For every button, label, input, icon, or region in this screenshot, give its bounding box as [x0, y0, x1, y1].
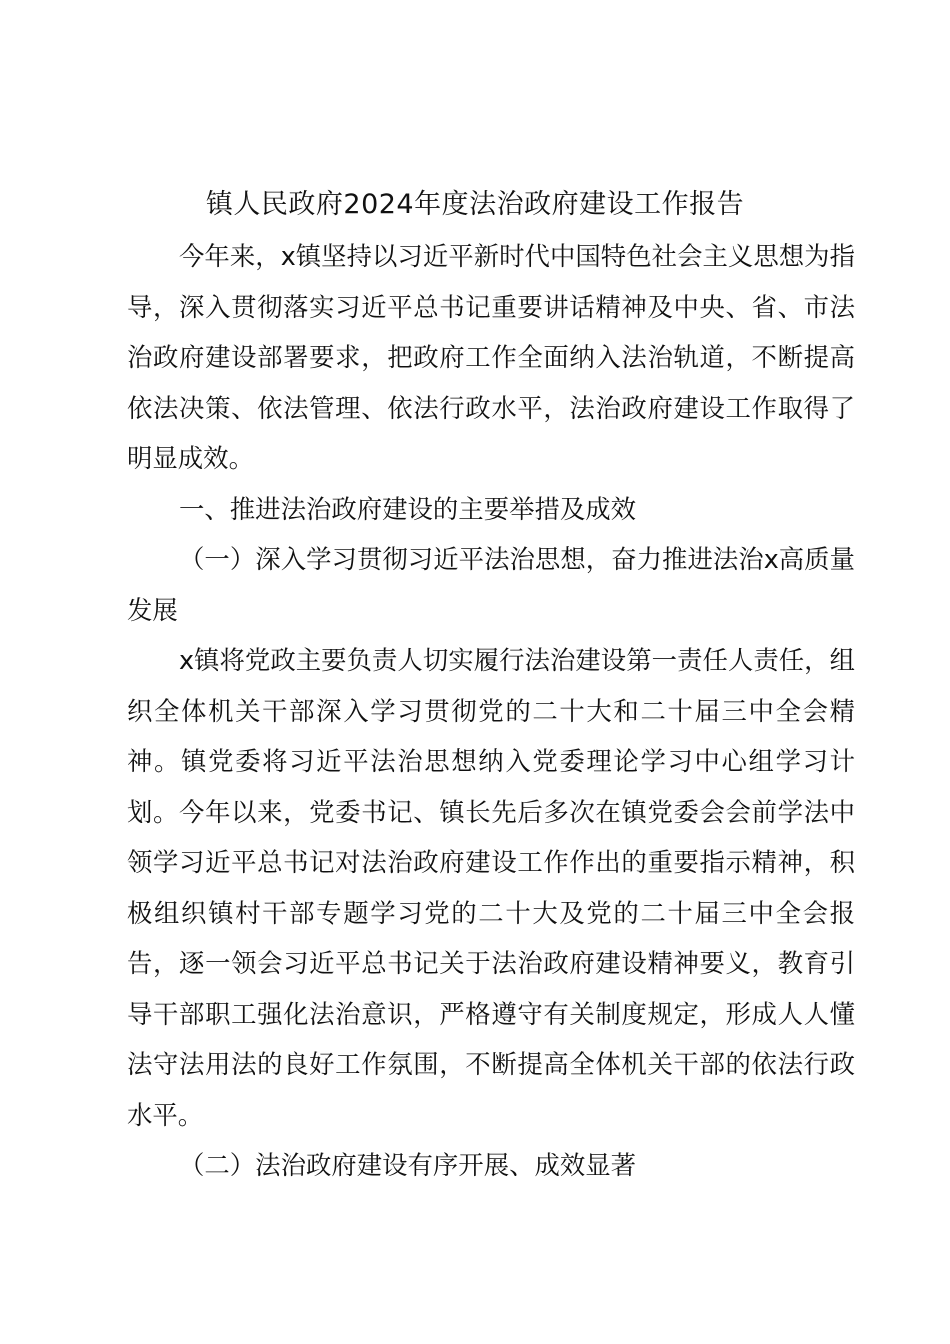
intro-paragraph: 今年来，x镇坚持以习近平新时代中国特色社会主义思想为指导，深入贯彻落实习近平总书记重要讲话精神及中央、省、市法治政府建设部署要求，把政府工作全面纳入法治轨道，不断提高依法决策、依法管理、依法行政水平，法治政府建设工作取得了明显成效。: [127, 241, 855, 473]
body-paragraph: x镇将党政主要负责人切实履行法治建设第一责任人责任，组织全体机关干部深入学习贯彻党的二十大和二十届三中全会精神。镇党委将习近平法治思想纳入党委理论学习中心组学习计划。今年以来，党委书记、镇长先后多次在镇党委会会前学法中领学习近平总书记对法治政府建设工作作出的重要指示精神，积极组织镇村干部专题学习党的二十大及党的二十届三中全会报告，逐一领会习近平总书记关于法治政府建设精神要义，教育引导干部职工强化法治意识，严格遵守有关制度规定，形成人人懂法守法用法的良好工作氛围，不断提高全体机关干部的依法行政水平。: [127, 645, 855, 1130]
subsection-heading-2: （二）法治政府建设有序开展、成效显著: [179, 1150, 637, 1180]
section-heading-1: 一、推进法治政府建设的主要举措及成效: [179, 493, 637, 524]
document-title: 镇人民政府2024年度法治政府建设工作报告: [205, 189, 745, 220]
document-body: [127, 231, 855, 1191]
subsection-heading-1: （一）深入学习贯彻习近平法治思想，奋力推进法治x高质量发展: [127, 544, 855, 625]
